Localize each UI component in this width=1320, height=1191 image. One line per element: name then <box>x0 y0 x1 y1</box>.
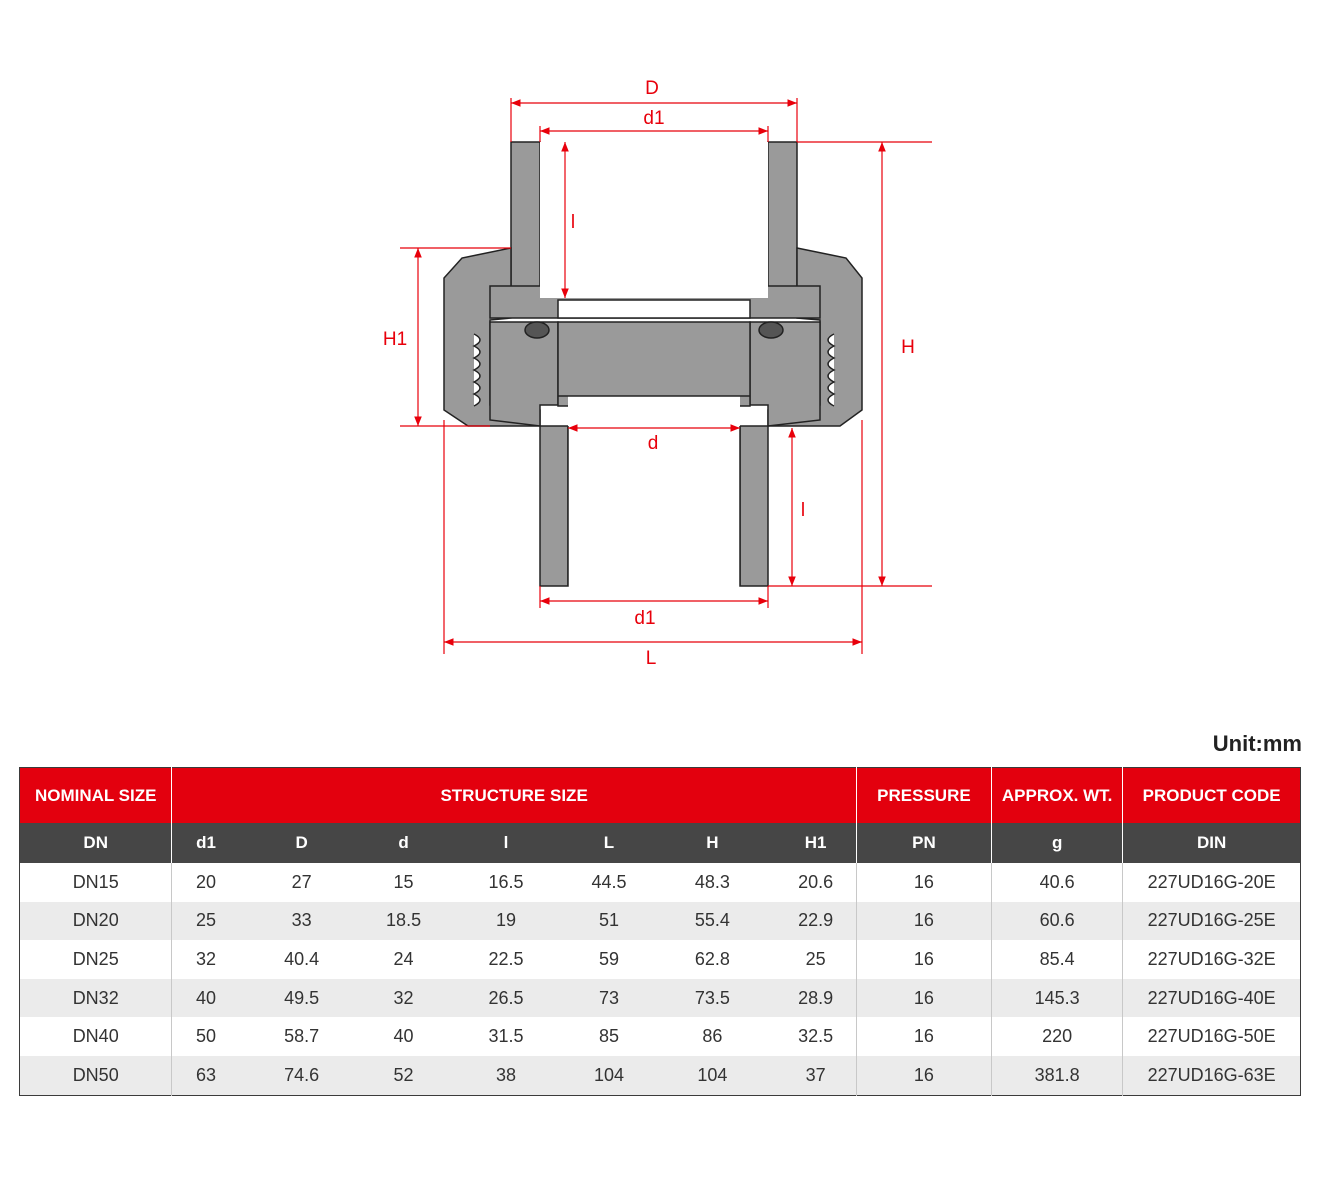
group-header-row <box>20 768 1301 824</box>
table-cell: 16 <box>856 863 991 902</box>
table-cell: 19 <box>443 902 568 941</box>
sub-header-row <box>20 823 1301 863</box>
dim-label-d1-bottom: d1 <box>634 608 656 629</box>
header-approx-wt: APPROX. WT. <box>992 768 1123 824</box>
table-cell: 59 <box>598 948 619 969</box>
subheader-d1: d1 <box>172 823 240 863</box>
header-product-code: PRODUCT CODE <box>1123 768 1301 824</box>
table-cell: 227UD16G-20E <box>1123 863 1301 902</box>
table-cell: DN50 <box>20 1056 172 1095</box>
table-cell: 32 <box>172 940 240 979</box>
table-cell: DN25 <box>72 948 119 969</box>
table-cell: 33 <box>240 902 364 941</box>
table-cell: 227UD16G-25E <box>1123 902 1301 941</box>
table-cell: 58.7 <box>284 1026 320 1047</box>
table-cell: 16 <box>856 979 991 1018</box>
table-cell: 16 <box>856 902 991 941</box>
table-cell: 145.3 <box>992 979 1123 1018</box>
table-cell: 51 <box>569 902 650 941</box>
dim-label-d: d <box>647 433 659 454</box>
table-cell: 104 <box>649 1056 775 1095</box>
unit-label: Unit:mm <box>1212 731 1302 756</box>
dim-label-l-top: l <box>570 212 576 233</box>
dim-label-d1-top: d1 <box>643 108 665 129</box>
table-cell: 86 <box>702 1026 723 1047</box>
dim-label-H: H <box>901 337 915 358</box>
table-cell: 16 <box>856 1017 991 1056</box>
table-row <box>20 863 1301 902</box>
subheader-din: DIN <box>1123 823 1301 863</box>
table-cell: 20 <box>172 863 240 902</box>
table-cell: 62.8 <box>694 948 730 969</box>
table-cell: 16 <box>856 1056 991 1095</box>
subheader-L: L <box>569 823 650 863</box>
table-cell: 227UD16G-40E <box>1123 979 1301 1018</box>
subheader-H: H <box>649 823 775 863</box>
table-cell: 31.5 <box>488 1026 524 1047</box>
dim-label-L: L <box>645 648 657 669</box>
table-cell: 73.5 <box>649 979 775 1018</box>
table-cell: 44.5 <box>591 871 627 892</box>
subheader-H1: H1 <box>776 823 857 863</box>
header-pressure: PRESSURE <box>856 768 991 824</box>
subheader-l: l <box>443 823 568 863</box>
table-cell: DN32 <box>20 979 172 1018</box>
header-structure-size: STRUCTURE SIZE <box>172 768 856 824</box>
table-cell: 20.6 <box>798 871 834 892</box>
subheader-d: d <box>364 823 444 863</box>
table-cell: 37 <box>776 1056 857 1095</box>
table-cell: 25 <box>805 948 826 969</box>
table-cell: 220 <box>992 1017 1123 1056</box>
table-row <box>20 902 1301 941</box>
table-row <box>20 1056 1301 1095</box>
table-cell: 381.8 <box>992 1056 1123 1095</box>
table-cell: DN40 <box>72 1026 119 1047</box>
table-cell: DN15 <box>72 871 119 892</box>
table-cell: DN20 <box>20 902 172 941</box>
table-cell: 27 <box>291 871 312 892</box>
subheader-dn: DN <box>20 823 172 863</box>
table-cell: 28.9 <box>776 979 857 1018</box>
table-cell: 104 <box>569 1056 650 1095</box>
table-cell: 227UD16G-50E <box>1123 1017 1301 1056</box>
table-row <box>20 1017 1301 1056</box>
table-cell: 32.5 <box>798 1026 834 1047</box>
table-cell: 227UD16G-63E <box>1123 1056 1301 1095</box>
table-cell: 15 <box>393 871 414 892</box>
table-cell: 73 <box>569 979 650 1018</box>
table-cell: 22.5 <box>488 948 524 969</box>
table-cell: 40 <box>172 979 240 1018</box>
table-cell: 227UD16G-32E <box>1123 940 1301 979</box>
subheader-pn: PN <box>856 823 991 863</box>
table-cell: 22.9 <box>776 902 857 941</box>
table-cell: 48.3 <box>694 871 730 892</box>
table-cell: 74.6 <box>240 1056 364 1095</box>
table-cell: 32 <box>364 979 444 1018</box>
table-row <box>20 940 1301 979</box>
subheader-D: D <box>240 823 364 863</box>
table-cell: 49.5 <box>240 979 364 1018</box>
fitting-body <box>444 142 862 586</box>
table-cell: 18.5 <box>364 902 444 941</box>
header-nominal-size: NOMINAL SIZE <box>20 768 172 824</box>
table-cell: 52 <box>364 1056 444 1095</box>
table-cell: 40.6 <box>992 863 1123 902</box>
table-cell: 60.6 <box>992 902 1123 941</box>
spec-table <box>19 767 1301 1096</box>
table-cell: 40 <box>393 1026 414 1047</box>
table-cell: 38 <box>443 1056 568 1095</box>
table-cell: 55.4 <box>649 902 775 941</box>
table-cell: 25 <box>172 902 240 941</box>
dim-label-H1: H1 <box>382 329 408 350</box>
table-cell: 24 <box>393 948 414 969</box>
table-cell: 63 <box>172 1056 240 1095</box>
table-cell: 40.4 <box>284 948 320 969</box>
table-cell: 16.5 <box>488 871 524 892</box>
dim-label-D: D <box>645 78 659 99</box>
table-cell: 85.4 <box>992 940 1123 979</box>
table-cell: 85 <box>598 1026 619 1047</box>
dim-label-l-bottom: l <box>800 500 806 521</box>
table-row <box>20 979 1301 1018</box>
subheader-g: g <box>992 823 1123 863</box>
table-cell: 26.5 <box>443 979 568 1018</box>
table-cell: 16 <box>856 940 991 979</box>
table-cell: 50 <box>172 1017 240 1056</box>
